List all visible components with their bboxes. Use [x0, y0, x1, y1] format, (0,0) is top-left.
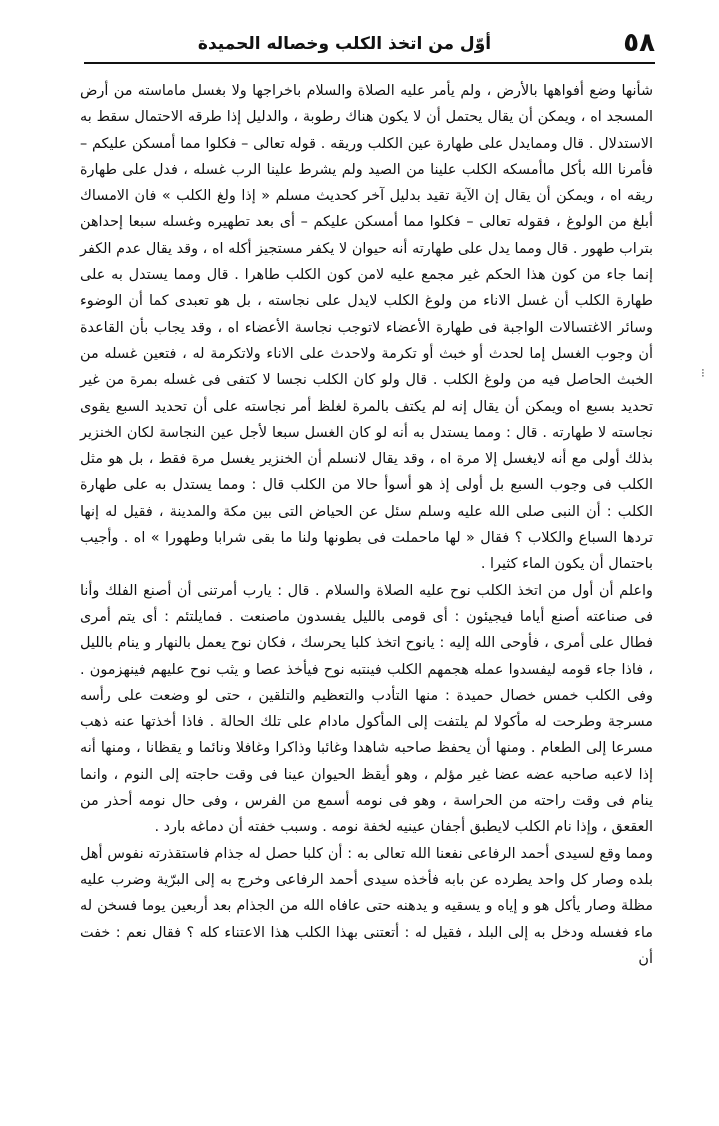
paragraph-noah-dog: واعلم أن أول من اتخذ الكلب نوح عليه الصلاة والسلام . قال : يارب أمرتنى أن أصنع الفلك وأنا فى صناعته أصنع أياما فيجيئون : أى قومى بالليل يفسدون ماصنعت . فمايلتئم : أى يتم أمرى فطال على أمرى ، فأوحى الله إليه : يانوح اتخذ كلبا يحرسك ، فكان نوح يعمل بالنهار و ينام بالليل ، فاذا جاء قومه ليفسدوا عمله هجمهم الكلب فينتبه نوح فيأخذ عصا و يثب نوح عليهم فينهزمون . وفى الكلب خمس خصال حميدة : منها التأدب والتعظيم والتلقين ، حتى لو وضعت على رأسه مسرجة وطرحت له مأكولا لم يلتفت إلى المأكول مادام على تلك الحالة . فاذا أخذتها عنه ذهب مسرعا إلى الطعام . ومنها أن يحفظ صاحبه شاهدا وغائبا وذاكرا وغافلا ونائما و يقظانا ، ومنها أنه إذا لاعبه صاحبه عضه عضا غير مؤلم ، وهو أيقظ الحيوان عينا فى وقت حاجته إلى النوم ، وانما ينام فى وقت راحته من الحراسة ، وهو فى نومه أسمع من الفرس ، وفى حال نومه أحذر من العقعق ، وإذا نام الكلب لايطبق أجفان عينيه لخفة نومه . وسبب خفته أن دماغه بارد . — [80, 582, 653, 836]
page-number: ٥٨ — [623, 28, 655, 58]
page-header — [84, 26, 655, 64]
margin-mark: ⁝ — [701, 366, 705, 380]
paragraph-dog-purity: شأنها وضع أفواهها بالأرض ، ولم يأمر عليه الصلاة والسلام باخراجها ولا بغسل ماماسته من أرض المسجد اه ، ويمكن أن يقال يحتمل أن لا يكون هناك رطوبة ، والدليل إذا طرقه الاحتمال سقط به الاستدلال . قال وممايدل على طهارة عين الكلب وريقه . قوله تعالى – فكلوا مما أمسكن عليكم – فأمرنا الله بأكل ماأمسكه الكلب علينا من الصيد ولم يشرط علينا الرب غسله ، فدل على طهارة ريقه اه ، ويمكن أن يقال إن الآية تقيد بدليل آخر كحديث مسلم « إذا ولغ الكلب » فان الامساك أبلغ من الولوغ ، فقوله تعالى – فكلوا مما أمسكن عليكم – أى بعد تطهيره وغسله سبعا إحداهن بتراب طهور . قال ومما يدل على طهارته أنه حيوان لا يكفر مستجيز أكله اه ، وقد يقال عدم الكفر إنما جاء من كون هذا الحكم غير مجمع عليه لامن كون الكلب طاهرا . قال ومما يستدل به على طهارة الكلب أن غسل الاناء من ولوغ الكلب لايدل على نجاسته ، بل هو تعبدى كما أن الوضوء وسائر الاغتسالات الواجبة فى طهارة الأعضاء لاتوجب نجاسة الأعضاء اه ، وقد يجاب بأن القاعدة أن وجوب الغسل إما لحدث أو خبث أو تكرمة ولاحدث على الاناء ولاتكرمة له ، فتعين غسله من الخبث الحاصل فيه من ولوغ الكلب . قال ولو كان الكلب نجسا لا كتفى فى غسله بمرة من غير تحديد بسبع اه ويمكن أن يقال إنه لم يكتف بالمرة لغلظ أمر نجاسته على أن تحديد السبع يقوى نجاسته لا طهارته . قال : ومما يستدل به أنه لو كان الغسل سبعا لأجل عين النجاسة لكان الخنزير بذلك أولى مع أنه لايغسل إلا مرة اه ، وقد يقال لانسلم أن الخنزير يغسل مرة فقط ، بل هو مثل الكلب فى وجوب السبع بل أولى إذ هو أسوأ حالا من الكلب قال : ومما يستدل به على طهارة الكلب : أن النبى صلى الله عليه وسلم سئل عن الحياض التى بين مكة والمدينة ، فقيل له إنها تردها السباع والكلاب ؟ فقال « لها ماحملت فى بطونها ولنا ما بقى شرابا وطهورا » اه . وأجيب باحتمال أن يكون الماء كثيرا . — [80, 83, 653, 573]
body-text — [80, 78, 653, 972]
running-title: أوّل من اتخذ الكلب وخصاله الحميدة — [197, 34, 492, 54]
paragraph-rifai-story: ومما وقع لسيدى أحمد الرفاعى نفعنا الله تعالى به : أن كلبا حصل له جذام فاستقذرته نفوس أهل بلده وصار كل واحد يطرده عن بابه فأخذه سيدى أحمد الرفاعى وخرج به إلى البرّية وضرب عليه مظلة وصار يأكل هو و إياه و يسقيه و يدهنه حتى عافاه الله من الجذام بعد أربعين يوما فسخن له ماء فغسله ودخل به إلى البلد ، فقيل له : أتعتنى بهذا الكلب هذا الاعتناء كله ؟ فقال نعم : خفت أن — [80, 845, 653, 967]
